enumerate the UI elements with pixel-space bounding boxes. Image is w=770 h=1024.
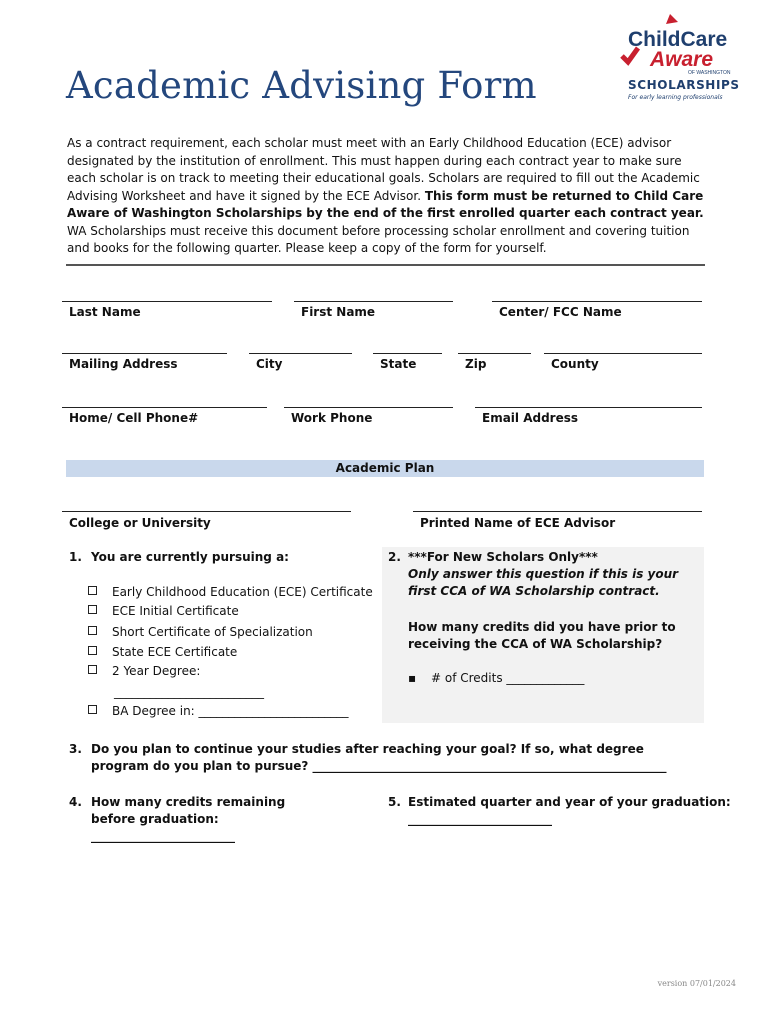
logo-aware-text: Aware — [650, 48, 714, 71]
first-name-label: First Name — [301, 305, 376, 319]
zip-field[interactable] — [458, 353, 531, 354]
square-bullet-icon: ▪ — [408, 671, 417, 685]
q5-answer-blank[interactable]: ________________________ — [408, 812, 552, 826]
q1-degree-blank[interactable]: _________________________ — [114, 685, 264, 699]
q2-number: 2. — [388, 550, 401, 564]
college-field[interactable] — [62, 511, 351, 512]
checkbox-icon[interactable] — [88, 586, 97, 595]
q1-number: 1. — [69, 550, 82, 564]
intro-text-2: WA Scholarships must receive this document before processing scholar enrollment and covering tuition and books for the following quarter. Please keep a copy of the form for yourself. — [67, 223, 690, 255]
academic-plan-label: Academic Plan — [335, 461, 435, 475]
state-field[interactable] — [373, 353, 442, 354]
checkbox-icon[interactable] — [88, 665, 97, 674]
email-label: Email Address — [482, 411, 579, 425]
q1-option-label: State ECE Certificate — [112, 645, 238, 659]
center-name-label: Center/ FCC Name — [499, 305, 622, 319]
q1-option-label: ECE Initial Certificate — [112, 604, 239, 618]
county-label: County — [551, 357, 599, 371]
mailing-address-field[interactable] — [62, 353, 227, 354]
email-field[interactable] — [475, 407, 702, 408]
checkbox-icon[interactable] — [88, 646, 97, 655]
q3-question[interactable]: Do you plan to continue your studies after reaching your goal? If so, what degree program do you plan to pursue? ___________________________________________________________ — [91, 742, 667, 773]
q4-number: 4. — [69, 795, 82, 809]
q1-option-state-certificate[interactable] — [88, 642, 237, 662]
advisor-name-field[interactable] — [413, 511, 702, 512]
city-field[interactable] — [249, 353, 352, 354]
county-field[interactable] — [544, 353, 702, 354]
q2-credits-field[interactable]: # of Credits _____________ — [431, 671, 585, 685]
q1-option-ba-degree[interactable] — [88, 701, 349, 721]
checkbox-icon[interactable] — [88, 605, 97, 614]
state-label: State — [380, 357, 417, 371]
section-divider — [66, 264, 705, 266]
advisor-name-label: Printed Name of ECE Advisor — [420, 516, 616, 530]
version-text: version 07/01/2024 — [657, 979, 736, 988]
q1-option-label: Short Certificate of Specialization — [112, 625, 313, 639]
home-phone-label: Home/ Cell Phone# — [69, 411, 199, 425]
q1-option-initial-certificate[interactable] — [88, 601, 239, 621]
q1-option-2-year-degree[interactable] — [88, 661, 200, 681]
work-phone-field[interactable] — [284, 407, 453, 408]
q1-option-short-certificate[interactable] — [88, 622, 313, 642]
city-label: City — [256, 357, 283, 371]
q4-question[interactable]: How many credits remaining before graduation: ________________________ — [91, 795, 286, 843]
childcare-aware-logo — [608, 12, 740, 104]
college-label: College or University — [69, 516, 211, 530]
page-title: Academic Advising Form — [66, 64, 537, 107]
logo-tagline: For early learning professionals — [628, 94, 723, 101]
intro-bold-text: This form must be returned to Child Care Aware of Washington Scholarships by the end of the first enrolled quarter each contract year. — [67, 188, 704, 220]
q1-option-ece-certificate[interactable] — [88, 582, 373, 602]
checkbox-icon[interactable] — [88, 626, 97, 635]
last-name-label: Last Name — [69, 305, 141, 319]
home-phone-field[interactable] — [62, 407, 267, 408]
q1-option-label: 2 Year Degree: — [112, 664, 201, 678]
q1-question: You are currently pursuing a: — [91, 550, 289, 564]
checkbox-icon[interactable] — [88, 705, 97, 714]
q2-heading: ***For New Scholars Only*** — [408, 550, 598, 564]
q5-number: 5. — [388, 795, 401, 809]
intro-paragraph — [67, 135, 707, 258]
q3-number: 3. — [69, 742, 82, 756]
first-name-field[interactable] — [294, 301, 453, 302]
q1-option-label: Early Childhood Education (ECE) Certificate — [112, 585, 373, 599]
intro-text-1: As a contract requirement, each scholar must meet with an Early Childhood Education (ECE) advisor designated by the institution of enrollment. This must happen during each contract year to make sure each scholar is on track to meeting their educational goals. Scholars are required to fill out the Academic Advising Worksheet and have it signed by the ECE Advisor. — [67, 136, 700, 203]
q5-question: Estimated quarter and year of your graduation: — [408, 795, 731, 809]
center-name-field[interactable] — [492, 301, 702, 302]
q2-question: How many credits did you have prior to receiving the CCA of WA Scholarship? — [408, 620, 676, 651]
last-name-field[interactable] — [62, 301, 272, 302]
mailing-address-label: Mailing Address — [69, 357, 178, 371]
work-phone-label: Work Phone — [291, 411, 373, 425]
logo-washington-text: OF WASHINGTON — [688, 70, 731, 76]
q2-italic-note: Only answer this question if this is your first CCA of WA Scholarship contract. — [408, 567, 679, 598]
q1-option-label: BA Degree in: _________________________ — [112, 704, 349, 718]
academic-plan-header — [66, 460, 704, 477]
logo-childcare-text: ChildCare — [628, 28, 728, 51]
zip-label: Zip — [465, 357, 487, 371]
logo-scholarships-text: SCHOLARSHIPS — [628, 78, 740, 92]
